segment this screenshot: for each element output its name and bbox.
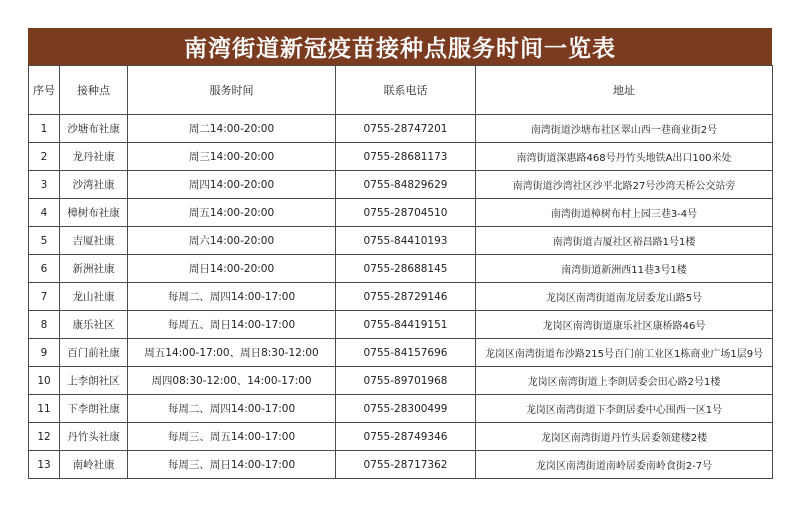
table-row	[29, 423, 773, 451]
row-index-cell: 5	[29, 227, 60, 255]
table-row	[29, 339, 773, 367]
service-time-cell: 周五14:00-20:00	[128, 199, 336, 227]
row-index-cell: 4	[29, 199, 60, 227]
phone-cell: 0755-28717362	[336, 451, 476, 479]
header-service-time: 服务时间	[128, 66, 336, 115]
schedule-sheet	[28, 28, 772, 479]
service-time-cell: 每周二、周四14:00-17:00	[128, 395, 336, 423]
site-name-cell: 沙湾社康	[60, 171, 128, 199]
row-index-cell: 9	[29, 339, 60, 367]
row-index-cell: 13	[29, 451, 60, 479]
address-cell: 南湾街道新洲西11巷3号1楼	[476, 255, 773, 283]
table-row	[29, 255, 773, 283]
service-time-cell: 周四08:30-12:00、14:00-17:00	[128, 367, 336, 395]
site-name-cell: 龙丹社康	[60, 143, 128, 171]
phone-cell: 0755-28729146	[336, 283, 476, 311]
service-time-cell: 周二14:00-20:00	[128, 115, 336, 143]
page-title: 南湾街道新冠疫苗接种点服务时间一览表	[28, 28, 772, 65]
row-index-cell: 10	[29, 367, 60, 395]
phone-cell: 0755-28747201	[336, 115, 476, 143]
row-index-cell: 3	[29, 171, 60, 199]
row-index-cell: 12	[29, 423, 60, 451]
phone-cell: 0755-84157696	[336, 339, 476, 367]
row-index-cell: 1	[29, 115, 60, 143]
site-name-cell: 吉厦社康	[60, 227, 128, 255]
header-phone: 联系电话	[336, 66, 476, 115]
phone-cell: 0755-28704510	[336, 199, 476, 227]
table-body	[29, 115, 773, 479]
table-row	[29, 171, 773, 199]
phone-cell: 0755-89701968	[336, 367, 476, 395]
header-index: 序号	[29, 66, 60, 115]
table-row	[29, 367, 773, 395]
table-row	[29, 451, 773, 479]
site-name-cell: 沙塘布社康	[60, 115, 128, 143]
service-time-cell: 每周五、周日14:00-17:00	[128, 311, 336, 339]
service-time-cell: 每周二、周四14:00-17:00	[128, 283, 336, 311]
site-name-cell: 樟树布社康	[60, 199, 128, 227]
schedule-table	[28, 65, 773, 479]
address-cell: 南湾街道吉厦社区裕昌路1号1楼	[476, 227, 773, 255]
row-index-cell: 7	[29, 283, 60, 311]
site-name-cell: 下李朗社康	[60, 395, 128, 423]
row-index-cell: 11	[29, 395, 60, 423]
address-cell: 龙岗区南湾街道康乐社区康桥路46号	[476, 311, 773, 339]
row-index-cell: 6	[29, 255, 60, 283]
address-cell: 龙岗区南湾街道布沙路215号百门前工业区1栋商业广场1层9号	[476, 339, 773, 367]
site-name-cell: 丹竹头社康	[60, 423, 128, 451]
service-time-cell: 周六14:00-20:00	[128, 227, 336, 255]
table-row	[29, 395, 773, 423]
header-address: 地址	[476, 66, 773, 115]
address-cell: 南湾街道沙塘布社区翠山西一巷商业街2号	[476, 115, 773, 143]
address-cell: 南湾街道沙湾社区沙平北路27号沙湾天桥公交站旁	[476, 171, 773, 199]
address-cell: 龙岗区南湾街道上李朗居委会田心路2号1楼	[476, 367, 773, 395]
phone-cell: 0755-28681173	[336, 143, 476, 171]
header-site: 接种点	[60, 66, 128, 115]
service-time-cell: 周五14:00-17:00、周日8:30-12:00	[128, 339, 336, 367]
site-name-cell: 龙山社康	[60, 283, 128, 311]
site-name-cell: 康乐社区	[60, 311, 128, 339]
header-row	[29, 66, 773, 115]
phone-cell: 0755-28300499	[336, 395, 476, 423]
phone-cell: 0755-28749346	[336, 423, 476, 451]
address-cell: 南湾街道深惠路468号丹竹头地铁A出口100米处	[476, 143, 773, 171]
site-name-cell: 南岭社康	[60, 451, 128, 479]
phone-cell: 0755-28688145	[336, 255, 476, 283]
site-name-cell: 新洲社康	[60, 255, 128, 283]
address-cell: 南湾街道樟树布村上园三巷3-4号	[476, 199, 773, 227]
phone-cell: 0755-84410193	[336, 227, 476, 255]
table-row	[29, 283, 773, 311]
row-index-cell: 8	[29, 311, 60, 339]
site-name-cell: 上李朗社区	[60, 367, 128, 395]
row-index-cell: 2	[29, 143, 60, 171]
service-time-cell: 每周三、周五14:00-17:00	[128, 423, 336, 451]
address-cell: 龙岗区南湾街道丹竹头居委领建楼2楼	[476, 423, 773, 451]
address-cell: 龙岗区南湾街道南龙居委龙山路5号	[476, 283, 773, 311]
service-time-cell: 周日14:00-20:00	[128, 255, 336, 283]
address-cell: 龙岗区南湾街道南岭居委南岭食街2-7号	[476, 451, 773, 479]
service-time-cell: 周三14:00-20:00	[128, 143, 336, 171]
phone-cell: 0755-84829629	[336, 171, 476, 199]
table-row	[29, 227, 773, 255]
address-cell: 龙岗区南湾街道下李朗居委中心围西一区1号	[476, 395, 773, 423]
table-row	[29, 311, 773, 339]
service-time-cell: 每周三、周日14:00-17:00	[128, 451, 336, 479]
phone-cell: 0755-84419151	[336, 311, 476, 339]
table-row	[29, 143, 773, 171]
table-row	[29, 199, 773, 227]
table-row	[29, 115, 773, 143]
site-name-cell: 百门前社康	[60, 339, 128, 367]
service-time-cell: 周四14:00-20:00	[128, 171, 336, 199]
